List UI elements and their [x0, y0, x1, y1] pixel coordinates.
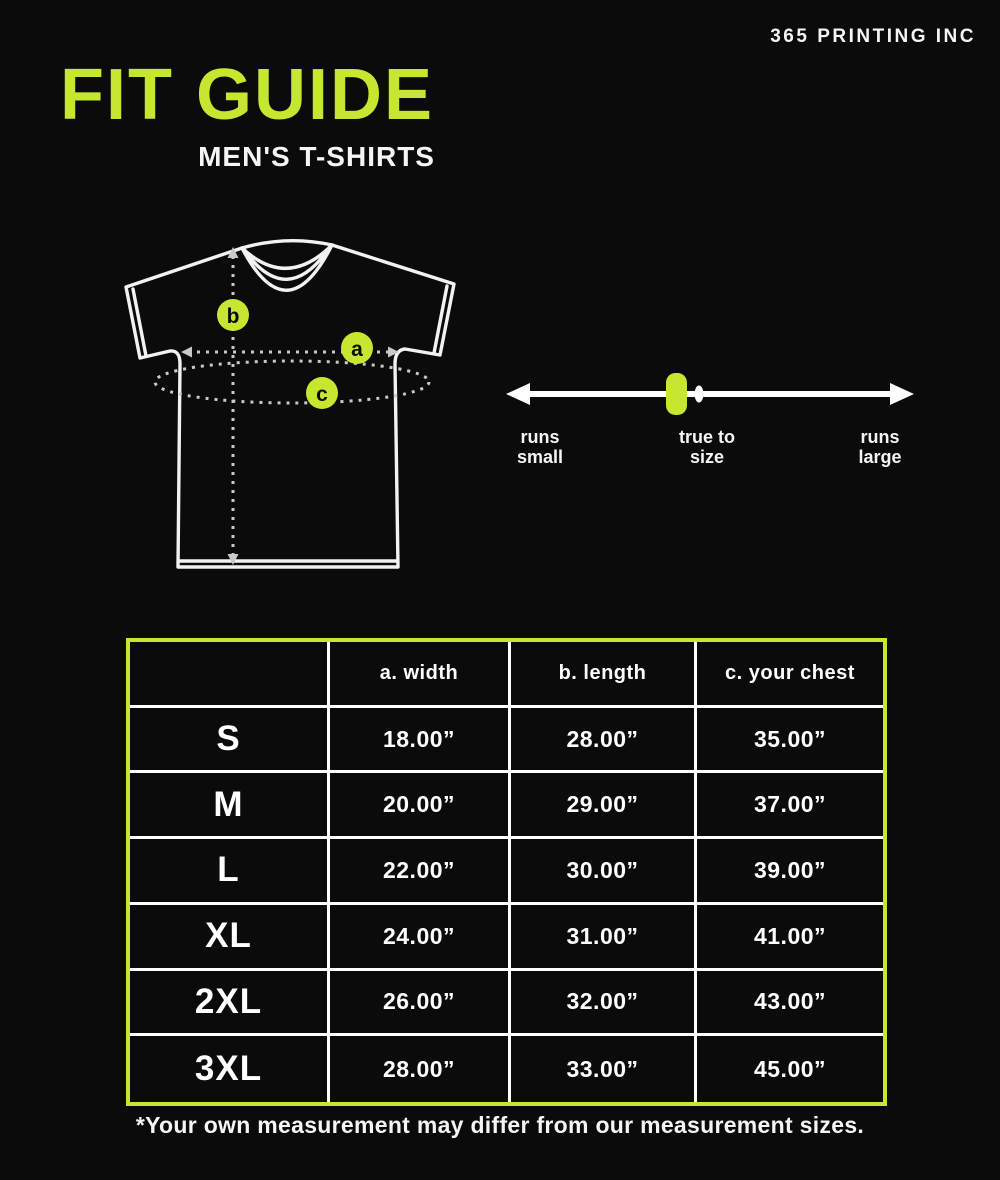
table-header-length: b. length	[511, 642, 697, 708]
fit-scale-label-runs-small	[498, 428, 582, 468]
fit-scale-arrow	[506, 383, 914, 405]
chest-cell: 37.00”	[697, 773, 883, 839]
table-corner-cell	[130, 642, 330, 708]
width-cell: 18.00”	[330, 708, 511, 774]
page-title: FIT GUIDE	[60, 55, 434, 135]
chest-cell: 45.00”	[753, 1055, 827, 1082]
table-header-chest: c. your chest	[697, 642, 883, 708]
label-line: size	[689, 446, 725, 467]
chest-cell: 43.00”	[697, 971, 883, 1037]
measure-b-letter: b	[226, 305, 240, 328]
chest-cell: 39.00”	[697, 839, 883, 905]
brand-text: 365 PRINTING INC	[770, 26, 976, 47]
fit-scale-label-true-to-size	[657, 428, 757, 468]
measure-a-badge	[341, 332, 373, 364]
label-line: true to	[679, 427, 735, 447]
length-cell: 33.00”	[511, 1036, 697, 1102]
chest-cell: 41.00”	[697, 905, 883, 971]
size-cell: XL	[130, 905, 330, 971]
page-subtitle: MEN'S T-SHIRTS	[198, 141, 435, 172]
length-cell: 32.00”	[511, 971, 697, 1037]
length-cell: 30.00”	[511, 839, 697, 905]
label-line: runs	[520, 427, 560, 447]
width-cell: 22.00”	[330, 839, 511, 905]
length-cell: 29.00”	[511, 773, 697, 839]
label-line: small	[516, 446, 564, 467]
width-cell: 28.00”	[330, 1036, 511, 1102]
tshirt-measurement-diagram	[100, 238, 470, 583]
fit-scale-label-runs-large	[828, 428, 932, 468]
size-cell: 3XL	[130, 1036, 330, 1102]
chest-cell: 35.00”	[697, 708, 883, 774]
size-cell: 2XL	[130, 971, 330, 1037]
measurement-disclaimer: *Your own measurement may differ from our measurement sizes.	[135, 1112, 865, 1138]
width-cell: 20.00”	[330, 773, 511, 839]
size-cell: L	[130, 839, 330, 905]
size-table	[126, 638, 887, 1106]
length-cell: 28.00”	[511, 708, 697, 774]
measurement-guides	[155, 247, 429, 565]
measure-b-badge	[217, 299, 249, 331]
tshirt-outline	[126, 241, 454, 567]
measure-a-letter: a	[351, 338, 363, 361]
table-header-width: a. width	[330, 642, 511, 708]
width-cell: 26.00”	[330, 971, 511, 1037]
label-line: large	[858, 446, 902, 467]
fit-scale-center-dot	[695, 386, 704, 403]
length-cell: 31.00”	[511, 905, 697, 971]
size-cell: S	[130, 708, 330, 774]
fit-scale-marker	[666, 373, 687, 415]
measure-c-badge	[306, 377, 338, 409]
fit-scale	[500, 360, 920, 420]
size-cell: M	[130, 773, 330, 839]
width-cell: 24.00”	[330, 905, 511, 971]
measure-c-letter: c	[316, 383, 328, 406]
label-line: runs	[860, 427, 900, 447]
